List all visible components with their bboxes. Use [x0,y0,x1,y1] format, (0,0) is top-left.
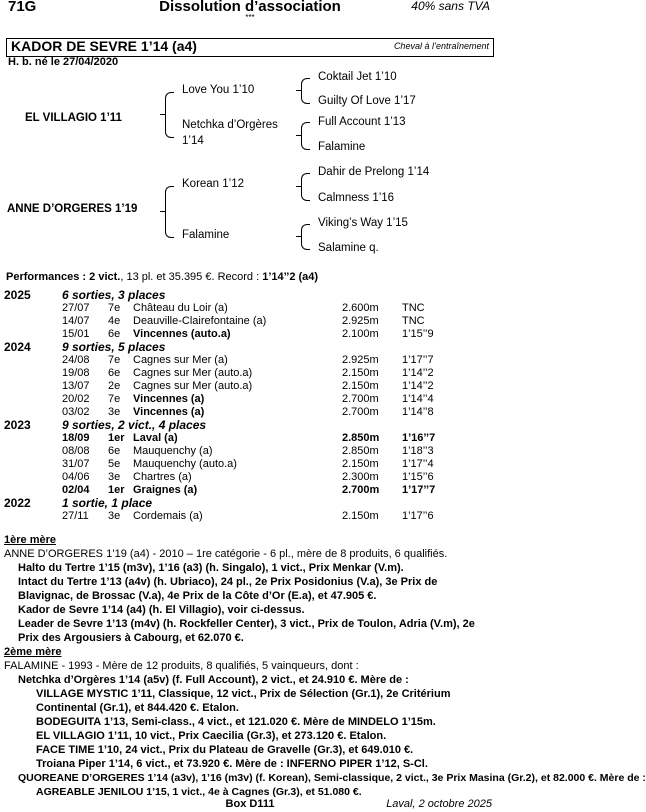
performances-vict: 2 vict. [89,271,121,283]
section-title-mere1: 1ère mère [4,534,56,546]
tva-note: 40% sans TVA [411,0,490,13]
perf-year-summary: 6 sorties, 3 places [62,288,166,302]
pedigree-sire-sire: Love You 1’10 [182,84,255,96]
perf-distance: 2.925m [342,315,379,327]
horse-name: KADOR DE SEVRE 1’14 (a4) [11,38,197,54]
perf-distance: 2.850m [342,445,379,457]
perf-time: 1’17’’7 [402,484,436,496]
perf-place: 6e [108,445,121,457]
pedigree-gen3-6: Calmness 1’16 [318,192,395,204]
perf-date: 19/08 [62,367,90,379]
perf-year-summary: 9 sorties, 5 places [62,340,166,354]
mere2-product-5: FACE TIME 1’10, 24 vict., Prix du Plateau de Gravelle (Gr.3), et 649.010 €. [36,744,414,756]
perf-time: 1’15’’6 [402,471,434,483]
perf-year: 2024 [4,340,31,354]
perf-distance: 2.100m [342,328,379,340]
perf-date: 08/08 [62,445,90,457]
perf-race: Mauquenchy (a) [133,445,213,457]
perf-distance: 2.150m [342,510,379,522]
perf-place: 6e [108,328,121,340]
perf-date: 15/01 [62,328,90,340]
perf-time: TNC [402,315,425,327]
mere2-product-8: AGREABLE JENILOU 1’15, 1 vict., 4e à Cagnes (Gr.3), et 51.080 €. [36,786,362,798]
perf-distance: 2.925m [342,354,379,366]
perf-time: 1’17’’6 [402,510,434,522]
perf-year: 2025 [4,288,31,302]
pedigree-brace [301,122,310,150]
mere2-product-3: BODEGUITA 1’13, Semi-class., 4 vict., et 121.020 €. Mère de MINDELO 1’15m. [36,716,436,728]
footer-date: Laval, 2 octobre 2025 [386,798,492,810]
mere1-intro: ANNE D’ORGERES 1’19 (a4) - 2010 – 1re catégorie - 6 pl., mère de 8 produits, 6 qualifiés. [4,548,448,560]
perf-place: 2e [108,380,121,392]
perf-place: 5e [108,458,121,470]
pedigree-gen3-4: Falamine [318,141,366,153]
pedigree-dam-dam: Falamine [182,229,230,241]
mere2-product-7-line: QUOREANE D’ORGERES 1’14 (a3v), 1’16 (m3v) (f. Korean), Semi-classique, 2 vict., 3e Prix Masina (Gr.2), et 82.000 €. Mère de : [18,772,646,784]
mere1-product-4: Leader de Sevre 1’13 (m4v) (h. Rockfeller Center), 3 vict., Prix de Toulon, Adria (V.m), 2e Prix des Argousiers à Cabourg, et 62.070 €. [18,618,475,644]
perf-race: Laval (a) [133,432,178,444]
perf-date: 27/11 [62,510,89,522]
mere2-product-6: Troiana Piper 1’14, 6 vict., et 73.920 €. Mère de : INFERNO PIPER 1’12, S-Cl. [36,758,428,770]
perf-race: Vincennes (auto.a) [133,328,231,340]
pedigree-brace [165,92,174,138]
perf-time: 1’14’’4 [402,393,434,405]
pedigree-brace [301,78,310,104]
pedigree-gen3-2: Guilty Of Love 1’17 [318,95,416,107]
perf-date: 04/06 [62,471,90,483]
perf-place: 7e [108,302,121,314]
perf-distance: 2.850m [342,432,380,444]
horse-name-box [6,38,494,57]
perf-distance: 2.150m [342,458,379,470]
perf-distance: 2.150m [342,367,379,379]
perf-date: 13/07 [62,380,90,392]
perf-place: 3e [108,406,121,418]
mere2-product-1: Netchka d’Orgères 1’14 (a5v) (f. Full Account), 2 vict., et 24.910 €. Mère de : [18,674,409,686]
perf-race: Cagnes sur Mer (a) [133,354,228,366]
pedigree-sire-dam: Netchka d’Orgères [182,119,278,131]
perf-race: Deauville-Clairefontaine (a) [133,315,267,327]
perf-distance: 2.700m [342,406,379,418]
horse-birth: H. b. né le 27/04/2020 [8,56,119,68]
perf-time: 1’14’’8 [402,406,434,418]
title-stars: *** [245,13,255,22]
perf-year-summary: 9 sorties, 2 vict., 4 places [62,418,207,432]
perf-date: 20/02 [62,393,90,405]
perf-place: 1er [108,484,125,496]
perf-date: 27/07 [62,302,90,314]
perf-place: 3e [108,510,121,522]
perf-date: 03/02 [62,406,90,418]
perf-place: 4e [108,315,121,327]
mere1-product-2: Intact du Tertre 1’13 (a4v) (h. Ubriaco), 24 pl., 2e Prix Posidonius (V.a), 3e Prix de Blavignac, de Brossac (V.a), 4e Prix de la Côte d’Or (E.a), et 47.905 €. [18,576,438,602]
pedigree-dam: ANNE D’ORGERES 1’19 [7,203,138,215]
perf-year: 2023 [4,418,31,432]
pedigree-gen3-1: Coktail Jet 1’10 [318,71,397,83]
mere1-product-3: Kador de Sevre 1’14 (a4) (h. El Villagio), voir ci-dessus. [18,604,305,616]
perf-date: 31/07 [62,458,90,470]
page-title: Dissolution d’association [159,0,341,15]
perf-race: Cagnes sur Mer (auto.a) [133,367,253,379]
pedigree-dam-sire: Korean 1’12 [182,178,245,190]
perf-time: 1’18’’3 [402,445,434,457]
perf-distance: 2.700m [342,484,380,496]
perf-place: 7e [108,354,121,366]
perf-time: 1’15’’9 [402,328,434,340]
pedigree-gen3-5: Dahir de Prelong 1’14 [318,166,430,178]
perf-time: 1’14’’2 [402,380,434,392]
perf-race: Vincennes (a) [133,406,205,418]
perf-race: Vincennes (a) [133,393,205,405]
section-title-mere2: 2ème mère [4,646,62,658]
mere2-intro: FALAMINE - 1993 - Mère de 12 produits, 8 qualifiés, 5 vainqueurs, dont : [4,660,359,672]
perf-race: Cordemais (a) [133,510,203,522]
footer-box: Box D111 [225,798,275,810]
perf-year-summary: 1 sortie, 1 place [62,496,153,510]
perf-distance: 2.600m [342,302,379,314]
perf-date: 24/08 [62,354,90,366]
pedigree-sire: EL VILLAGIO 1’11 [25,112,122,124]
performances-label: Performances : [6,271,87,283]
perf-date: 18/09 [62,432,90,444]
performances-summary [6,271,318,283]
lot-number: 71G [8,0,37,15]
performances-rest: , 13 pl. et 35.395 €. Record : [120,271,260,283]
perf-time: TNC [402,302,425,314]
horse-status: Cheval à l’entraînement [393,41,489,51]
perf-distance: 2.700m [342,393,379,405]
pedigree-brace [165,186,174,238]
perf-race: Cagnes sur Mer (auto.a) [133,380,253,392]
mere1-product-1: Halto du Tertre 1’15 (m3v), 1’16 (a3) (h. Singalo), 1 vict., Prix Menkar (V.m). [18,562,404,574]
mere2-product-4: EL VILLAGIO 1’11, 10 vict., Prix Caecilia (Gr.3), et 273.120 €. Etalon. [36,730,387,742]
perf-time: 1’17’’4 [402,458,434,470]
pedigree-gen3-7: Viking’s Way 1’15 [318,217,408,229]
perf-distance: 2.300m [342,471,379,483]
perf-race: Chartres (a) [133,471,192,483]
pedigree-brace [301,224,310,250]
perf-date: 02/04 [62,484,90,496]
pedigree-gen3-3: Full Account 1’13 [318,116,406,128]
performances-record: 1’14’’2 (a4) [262,271,319,283]
perf-time: 1’17’’7 [402,354,434,366]
perf-place: 1er [108,432,125,444]
perf-place: 3e [108,471,121,483]
perf-place: 7e [108,393,121,405]
perf-time: 1’14’’2 [402,367,434,379]
perf-time: 1’16’’7 [402,432,436,444]
perf-race: Graignes (a) [133,484,198,496]
perf-race: Mauquenchy (auto.a) [133,458,237,470]
pedigree-brace [301,173,310,201]
pedigree-gen3-8: Salamine q. [318,242,379,254]
perf-place: 6e [108,367,121,379]
perf-year: 2022 [4,496,31,510]
perf-distance: 2.150m [342,380,379,392]
mere2-product-2: VILLAGE MYSTIC 1’11, Classique, 12 vict., Prix de Sélection (Gr.1), 2e Critérium Continental (Gr.1), et 844.420 €. Etalon. [36,688,451,714]
perf-race: Château du Loir (a) [133,302,228,314]
pedigree-sire-dam-record: 1’14 [182,135,204,147]
perf-date: 14/07 [62,315,90,327]
